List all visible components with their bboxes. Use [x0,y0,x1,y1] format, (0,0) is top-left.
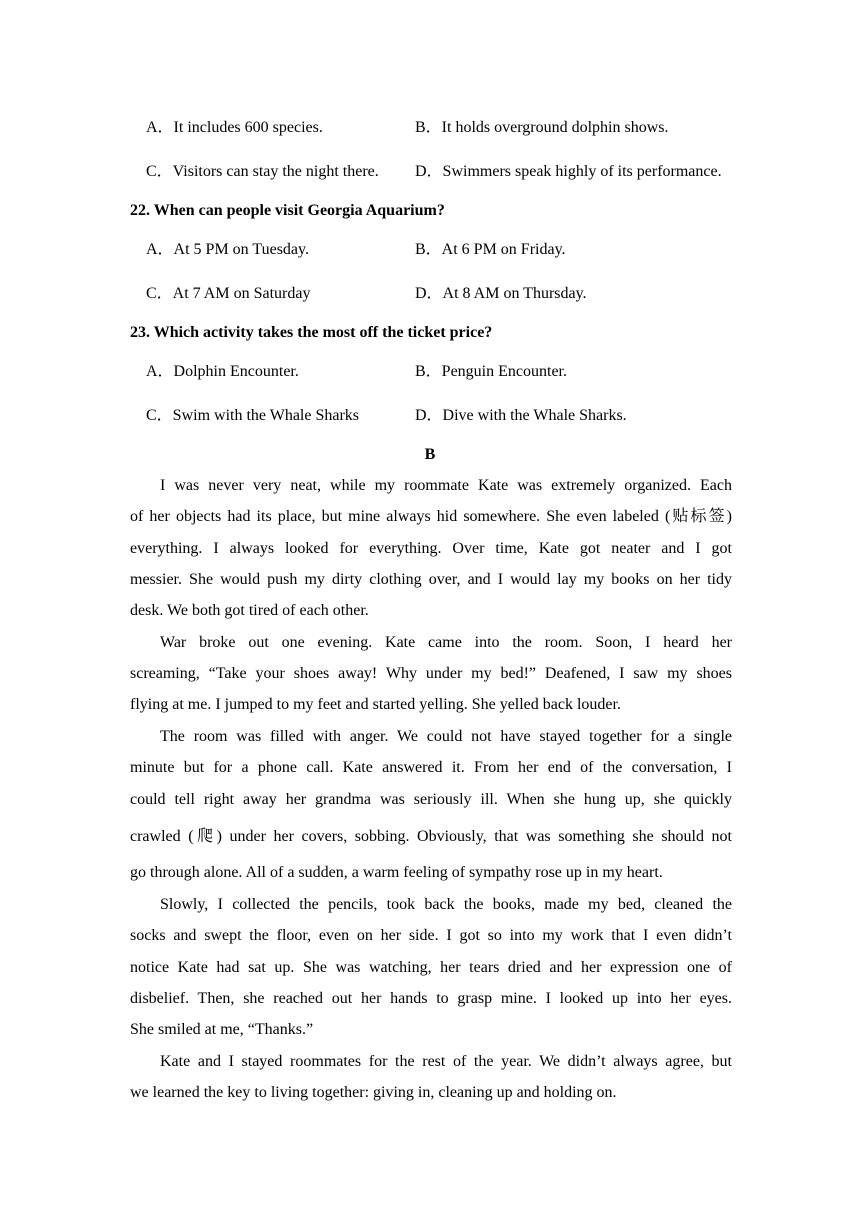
q23-option-row-1 [146,360,786,384]
passage-line: could tell right away her grandma was seriously ill. When she hung up, she quickly [130,791,732,808]
q23-option-row-2 [146,404,786,428]
q21-option-b: B．It holds overground dolphin shows. [415,119,669,136]
passage-line: Slowly, I collected the pencils, took back the books, made my bed, cleaned the [160,896,732,913]
passage-line: I was never very neat, while my roommate Kate was extremely organized. Each [160,477,732,494]
passage-line: flying at me. I jumped to my feet and started yelling. She yelled back louder. [130,696,621,713]
passage-line: go through alone. All of a sudden, a warm feeling of sympathy rose up in my heart. [130,864,663,881]
q22-option-b: B．At 6 PM on Friday. [415,241,566,258]
q22-option-a: A．At 5 PM on Tuesday. [146,241,309,258]
q22-option-row-1 [146,238,786,262]
passage-line: we learned the key to living together: giving in, cleaning up and holding on. [130,1084,617,1101]
q22-question: 22. When can people visit Georgia Aquarium? [130,202,445,219]
passage-line: everything. I always looked for everything. Over time, Kate got neater and I got [130,540,732,557]
passage-line: messier. She would push my dirty clothing over, and I would lay my books on her tidy [130,571,732,588]
q21-option-d: D．Swimmers speak highly of its performance. [415,163,722,180]
passage-line: screaming, “Take your shoes away! Why under my bed!” Deafened, I saw my shoes [130,665,732,682]
q21-option-row-2 [146,160,786,184]
passage-line: She smiled at me, “Thanks.” [130,1021,314,1038]
q21-option-c: C．Visitors can stay the night there. [146,163,379,180]
q22-option-d: D．At 8 AM on Thursday. [415,285,587,302]
passage-line: crawled (爬) under her covers, sobbing. Obviously, that was something she should not [130,828,732,845]
section-b-heading: B [424,446,436,463]
q21-option-a: A．It includes 600 species. [146,119,323,136]
passage-line: The room was filled with anger. We could not have stayed together for a single [160,728,732,745]
q21-option-row-1 [146,116,786,140]
q22-option-row-2 [146,282,786,306]
passage-line: minute but for a phone call. Kate answered it. From her end of the conversation, I [130,759,732,776]
passage-line: notice Kate had sat up. She was watching, her tears dried and her expression one of [130,959,732,976]
passage-line: disbelief. Then, she reached out her hands to grasp mine. I looked up into her eyes. [130,990,732,1007]
q23-option-c: C．Swim with the Whale Sharks [146,407,360,424]
q23-option-b: B．Penguin Encounter. [415,363,567,380]
q23-option-d: D．Dive with the Whale Sharks. [415,407,627,424]
q23-option-a: A．Dolphin Encounter. [146,363,299,380]
passage-line: desk. We both got tired of each other. [130,602,369,619]
passage-line: socks and swept the floor, even on her side. I got so into my work that I even didn’t [130,927,732,944]
passage-line: Kate and I stayed roommates for the rest of the year. We didn’t always agree, but [160,1053,732,1070]
passage-line: of her objects had its place, but mine always hid somewhere. She even labeled (贴标签) [130,508,732,525]
q22-option-c: C．At 7 AM on Saturday [146,285,311,302]
passage-line: War broke out one evening. Kate came into the room. Soon, I heard her [160,634,732,651]
q23-question: 23. Which activity takes the most off the ticket price? [130,324,493,341]
